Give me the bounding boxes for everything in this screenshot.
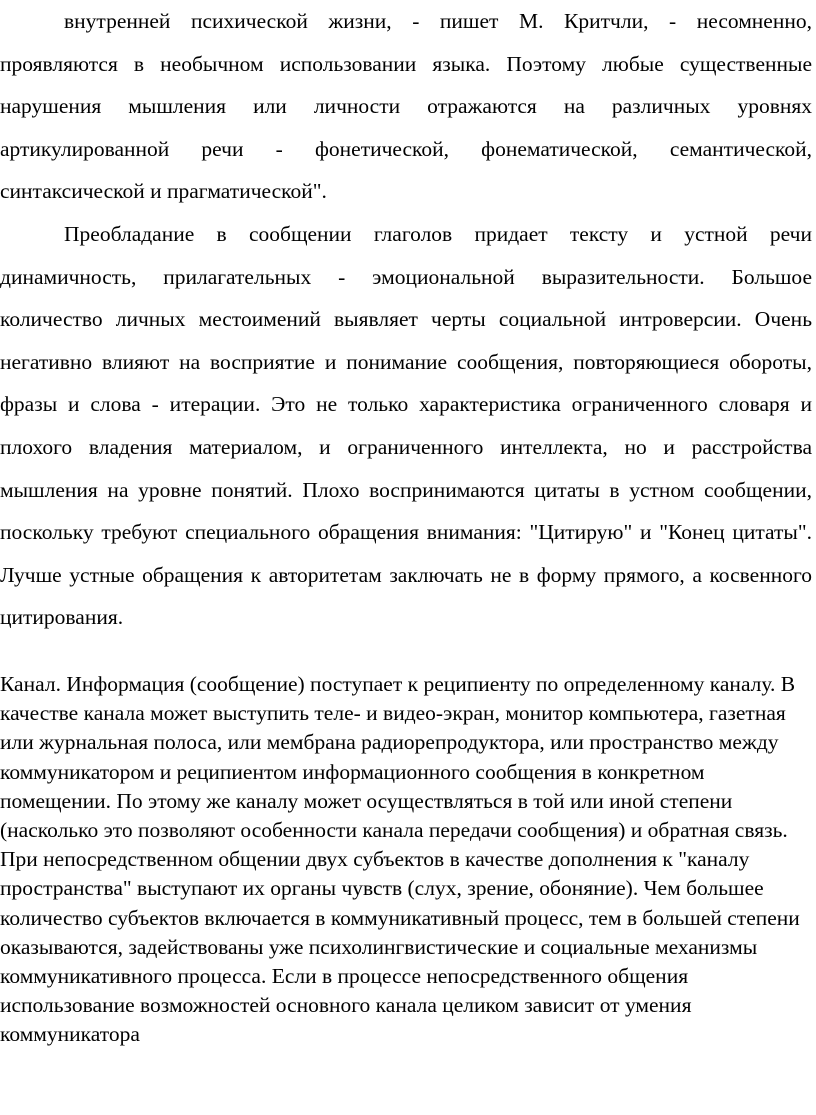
paragraph-channel: Канал. Информация (сообщение) поступает к реципиенту по определенному каналу. В качестве канала может выступить теле- и видео-экран, монитор компьютера, газетная или журнальная полоса, или мембрана радиорепродуктора, или пространство между коммуникатором и реципиентом информационного сообщения в конкретном помещении. По этому же каналу может осуществляться в той или иной степени (насколько это позволяют особенности канала передачи сообщения) и обратная связь. При непосредственном общении двух субъектов в качестве дополнения к "каналу пространства" выступают их органы чувств (слух, зрение, обоняние). Чем большее количество субъектов включается в коммуникативный процесс, тем в большей степени оказываются, задействованы уже психолингвистические и социальные механизмы коммуникативного процесса. Если в процессе непосредственного общения использование возможностей основного канала целиком зависит от умения коммуникатора: [0, 672, 800, 1047]
single-spaced-section: [0, 670, 812, 1050]
paragraph-continuation: внутренней психической жизни, - пишет М. Критчли, - несомненно, проявляются в необычном использовании языка. Поэтому любые существенные нарушения мышления или личности отражаются на различных уровнях артикулированной речи - фонетической, фонематической, семантической, синтаксической и прагматической".: [0, 9, 812, 204]
paragraph-verbs: Преобладание в сообщении глаголов придает тексту и устной речи динамичность, прилагательных - эмоциональной выразительности. Большое количество личных местоимений выявляет черты социальной интроверсии. Очень негативно влияют на восприятие и понимание сообщения, повторяющиеся обороты, фразы и слова - итерации. Это не только характеристика ограниченного словаря и плохого владения материалом, и ограниченного интеллекта, но и расстройства мышления на уровне понятий. Плохо воспринимаются цитаты в устном сообщении, поскольку требуют специального обращения внимания: "Цитирую" и "Конец цитаты". Лучше устные обращения к авторитетам заключать не в форму прямого, а косвенного цитирования.: [0, 221, 812, 630]
